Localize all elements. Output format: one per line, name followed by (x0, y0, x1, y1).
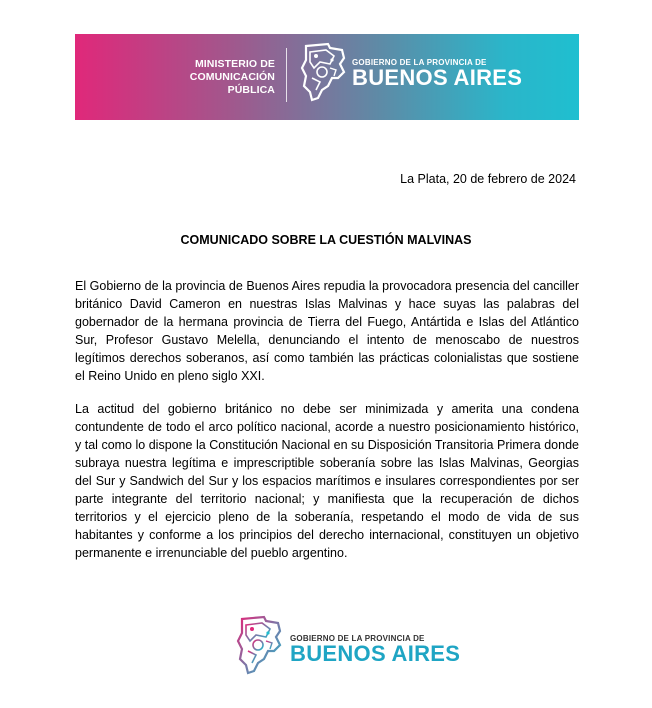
footer-gov-line1: GOBIERNO DE LA PROVINCIA DE (290, 634, 425, 643)
header-gov-line2: BUENOS AIRES (352, 65, 523, 90)
document-date: La Plata, 20 de febrero de 2024 (400, 172, 576, 186)
document-title: COMUNICADO SOBRE LA CUESTIÓN MALVINAS (180, 233, 472, 247)
body-paragraph-1: El Gobierno de la provincia de Buenos Aires repudia la provocadora presencia del canciller británico David Cameron en nuestras Islas Malvinas y hace suyas las palabras del gobernador de la hermana provincia de Tierra del Fuego, Antártida e Islas del Atlántico Sur, Profesor Gustavo Melella, denunciando el intento de menoscabo de nuestros legítimos derechos soberanos, así como también las prácticas colonialistas que sostiene el Reino Unido en pleno siglo XXI. (75, 279, 579, 383)
footer-gov-logo-text (290, 634, 460, 665)
banner-divider (286, 48, 287, 102)
header-gov-logo-text (352, 58, 522, 89)
footer-gov-line2: BUENOS AIRES (290, 641, 461, 666)
ministry-label (150, 58, 275, 97)
footer-province-map-icon (236, 615, 284, 675)
ministry-line1: MINISTERIO DE (194, 58, 275, 70)
header-gov-line1: GOBIERNO DE LA PROVINCIA DE (352, 58, 487, 67)
ministry-line2: COMUNICACIÓN PÚBLICA (189, 71, 275, 96)
body-paragraph-2: La actitud del gobierno británico no debe ser minimizada y amerita una condena contundente de todo el arco político nacional, acorde a nuestro posicionamiento histórico, y tal como lo dispone la Constitución Nacional en su Disposición Transitoria Primera donde subraya nuestra legítima e imprescriptible soberanía sobre las Islas Malvinas, Georgias del Sur y Sandwich del Sur y los espacios marítimos e insulares correspondientes por ser parte integrante del territorio nacional; y manifiesta que la recuperación de dichos territorios y el ejercicio pleno de la soberanía, respetando el modo de vida de sus habitantes y conforme a los principios del derecho internacional, constituyen un objetivo permanente e irrenunciable del pueblo argentino. (75, 402, 579, 560)
province-map-icon (300, 42, 348, 102)
